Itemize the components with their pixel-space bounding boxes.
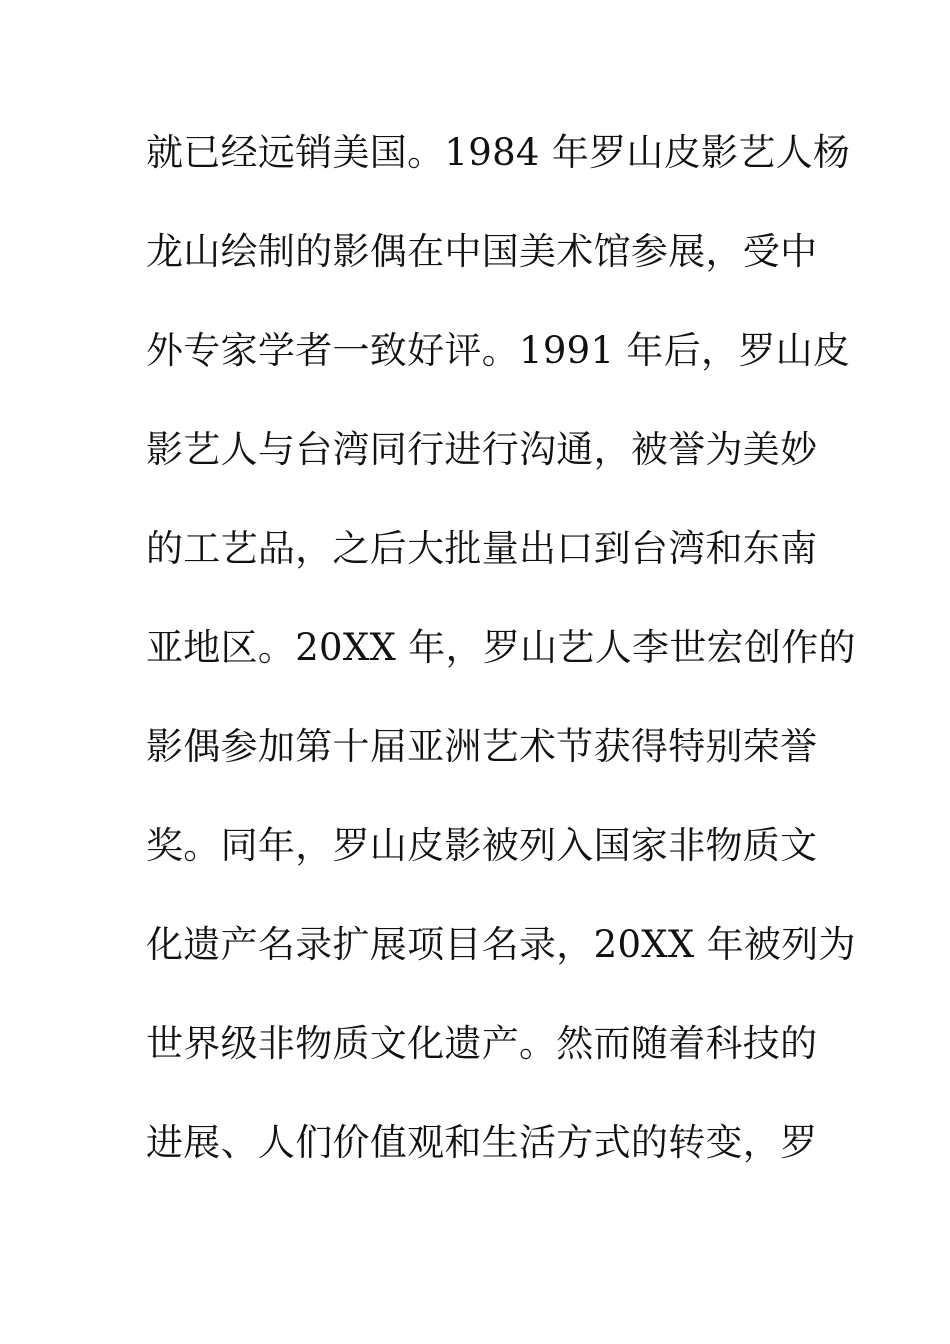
text-line-4: 影艺人与台湾同行进行沟通，被誉为美妙 bbox=[146, 428, 818, 471]
text-line-8: 奖。同年，罗山皮影被列入国家非物质文 bbox=[146, 824, 818, 867]
text-line-6: 亚地区。20XX 年，罗山艺人李世宏创作的 bbox=[146, 626, 856, 669]
text-line-1: 就已经远销美国。1984 年罗山皮影艺人杨 bbox=[146, 131, 851, 174]
text-line-5: 的工艺品，之后大批量出口到台湾和东南 bbox=[146, 527, 818, 570]
text-line-10: 世界级非物质文化遗产。然而随着科技的 bbox=[146, 1022, 818, 1065]
text-line-3: 外专家学者一致好评。1991 年后，罗山皮 bbox=[146, 329, 851, 372]
text-line-9: 化遗产名录扩展项目名录，20XX 年被列为 bbox=[146, 923, 856, 966]
text-line-11: 进展、人们价值观和生活方式的转变，罗 bbox=[146, 1121, 818, 1164]
body-text bbox=[146, 124, 856, 1213]
text-line-7: 影偶参加第十届亚洲艺术节获得特别荣誉 bbox=[146, 725, 818, 768]
text-line-2: 龙山绘制的影偶在中国美术馆参展，受中 bbox=[146, 230, 818, 273]
